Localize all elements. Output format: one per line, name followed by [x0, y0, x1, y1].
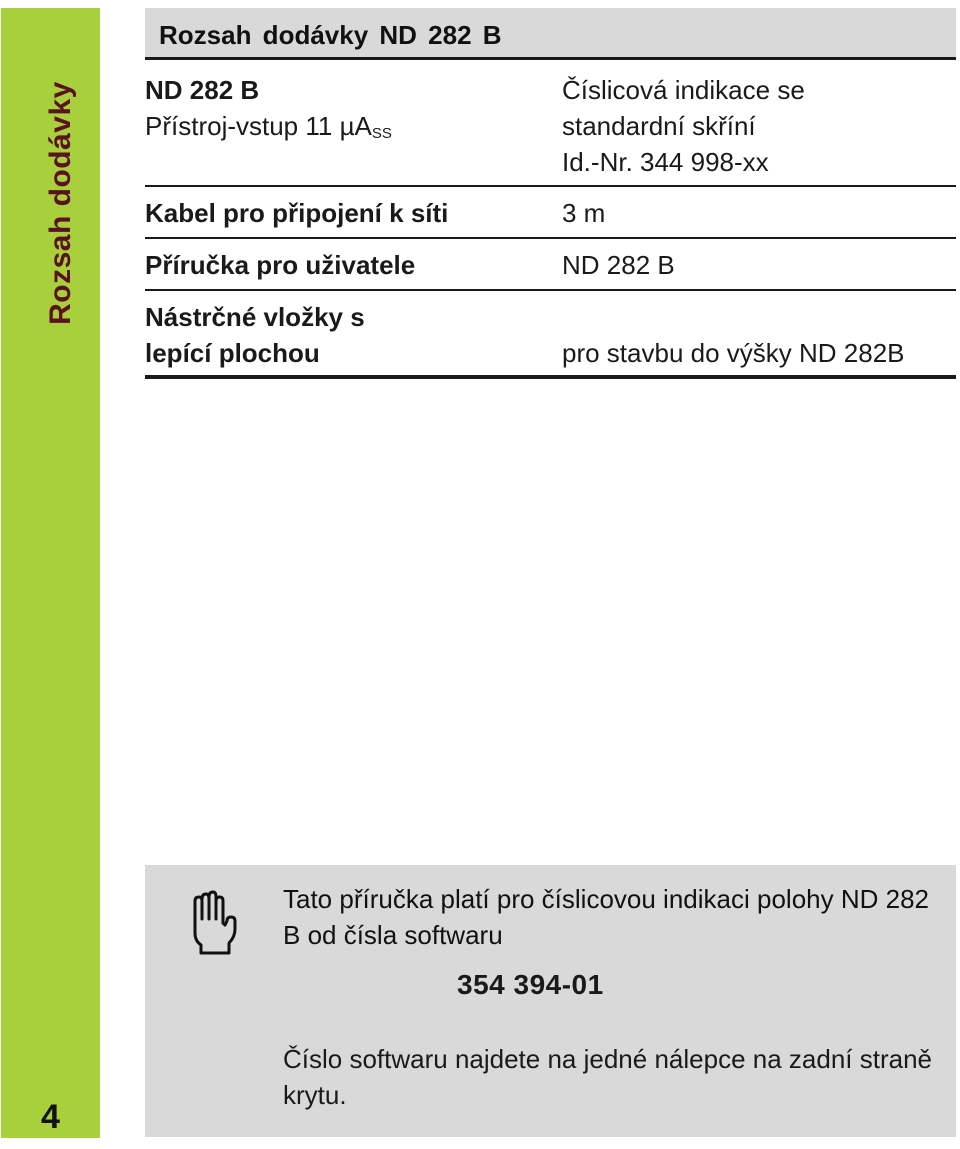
section-header	[145, 8, 956, 60]
page-number: 4	[41, 1098, 60, 1136]
item-subtitle	[145, 108, 392, 152]
item-subtitle-text: Přístroj-vstup 11 µA	[145, 111, 372, 141]
side-tab	[1, 8, 100, 1138]
side-tab-title-text: Rozsah dodávky	[44, 81, 77, 325]
note-box	[145, 865, 956, 1137]
item-description	[562, 72, 805, 180]
software-number: 354 394-01	[457, 969, 604, 1000]
item-name-text: ND 282 B	[145, 75, 260, 105]
note-text: Tato příručka platí pro číslicovou indikaci polohy ND 282 B od čísla softwaru	[283, 884, 929, 950]
delivery-row-device	[145, 60, 956, 187]
side-tab-title	[1, 8, 121, 325]
item-name	[145, 299, 365, 371]
desc-line: Id.-Nr. 344 998-xx	[562, 147, 769, 177]
desc-line: standardní skříní	[562, 111, 756, 141]
item-name	[145, 72, 392, 152]
desc-line: Číslicová indikace se	[562, 75, 805, 105]
item-name: Kabel pro připojení k síti	[145, 198, 449, 228]
item-name: Příručka pro uživatele	[145, 250, 416, 280]
delivery-row-cable	[145, 187, 956, 239]
item-description: ND 282 B	[562, 250, 675, 280]
item-description: 3 m	[562, 198, 606, 228]
delivery-row-inserts	[145, 291, 956, 379]
note-text-secondary: Číslo softwaru najdete na jedné nálepce na zadní straně krytu.	[283, 1044, 932, 1110]
item-name-line: Nástrčné vložky s	[145, 302, 365, 332]
item-description: pro stavbu do výšky ND 282B	[562, 338, 905, 368]
item-subtitle-suffix: SS	[371, 125, 392, 142]
pointing-hand-icon	[189, 889, 237, 955]
section-title: Rozsah dodávky ND 282 B	[159, 20, 502, 50]
delivery-row-manual	[145, 239, 956, 291]
item-name-line: lepící plochou	[145, 338, 320, 368]
